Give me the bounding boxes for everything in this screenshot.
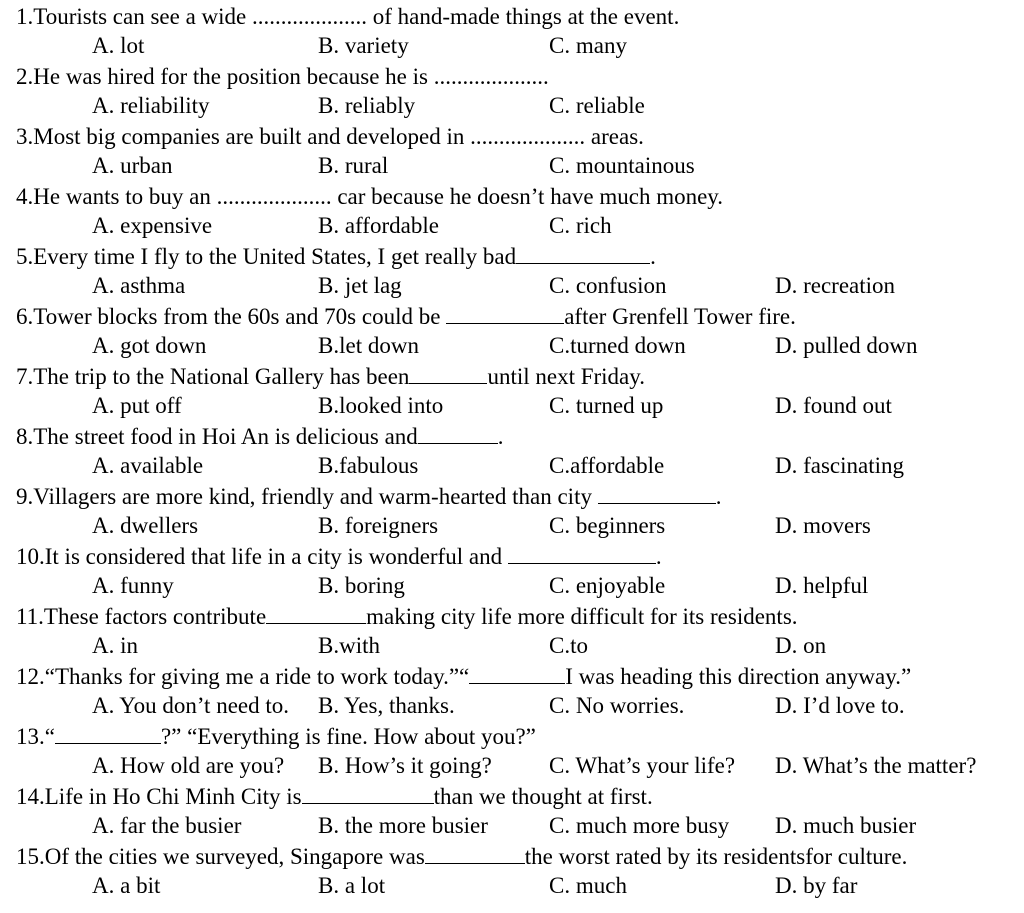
option-d: D. on	[775, 633, 827, 658]
option-a: A. in	[92, 633, 138, 658]
option-c: C. beginners	[549, 513, 666, 538]
question-number: 6.	[16, 304, 34, 329]
question-13	[16, 723, 536, 751]
question-6	[16, 303, 796, 331]
question-text-end: .	[655, 544, 662, 569]
option-b: B. rural	[318, 153, 389, 178]
question-text: “	[44, 724, 55, 749]
options-row	[0, 332, 1024, 360]
option-b: B. a lot	[318, 873, 386, 898]
option-b: B.let down	[318, 333, 419, 358]
option-a: A. How old are you?	[92, 753, 285, 778]
answer-blank	[425, 845, 525, 864]
option-a: A. asthma	[92, 273, 186, 298]
options-row	[0, 392, 1024, 420]
question-text-end: I was heading this direction anyway.”	[565, 664, 912, 689]
question-14	[16, 783, 653, 811]
option-c: C.to	[549, 633, 588, 658]
option-a: A. got down	[92, 333, 207, 358]
question-text: Tourists can see a wide	[33, 4, 252, 29]
answer-blank	[55, 725, 161, 744]
question-text: Every time I fly to the United States, I get really bad	[33, 244, 517, 269]
option-a: A. lot	[92, 33, 145, 58]
question-15	[16, 843, 907, 871]
question-text-end: the worst rated by its residentsfor culture.	[524, 844, 908, 869]
question-number: 9.	[16, 484, 34, 509]
option-d: D. found out	[775, 393, 892, 418]
question-number: 1.	[16, 4, 34, 29]
options-row	[0, 272, 1024, 300]
question-text-end: car because he doesn’t have much money.	[331, 184, 724, 209]
option-d: D. What’s the matter?	[775, 753, 977, 778]
answer-blank	[446, 305, 564, 324]
question-text-end: areas.	[585, 124, 644, 149]
options-row	[0, 692, 1024, 720]
answer-blank	[469, 665, 565, 684]
option-a: A. urban	[92, 153, 173, 178]
question-text-end: ?” “Everything is fine. How about you?”	[160, 724, 536, 749]
option-a: A. dwellers	[92, 513, 199, 538]
question-number: 4.	[16, 184, 34, 209]
options-row	[0, 452, 1024, 480]
option-b: B. Yes, thanks.	[318, 693, 455, 718]
option-a: A. a bit	[92, 873, 161, 898]
options-row	[0, 32, 1024, 60]
question-number: 14.	[16, 784, 45, 809]
question-text: The trip to the National Gallery has been	[33, 364, 410, 389]
question-number: 8.	[16, 424, 34, 449]
option-c: C. What’s your life?	[549, 753, 736, 778]
option-a: A. You don’t need to.	[92, 693, 290, 718]
option-a: A. reliability	[92, 93, 210, 118]
option-c: C. rich	[549, 213, 612, 238]
question-text: These factors contribute	[43, 604, 267, 629]
question-number: 15.	[16, 844, 45, 869]
question-number: 11.	[16, 604, 44, 629]
option-b: B. How’s it going?	[318, 753, 492, 778]
option-b: B. reliably	[318, 93, 416, 118]
question-number: 12.	[16, 664, 45, 689]
options-row	[0, 812, 1024, 840]
answer-blank: ....................	[216, 184, 332, 209]
question-text: Tower blocks from the 60s and 70s could be	[33, 304, 447, 329]
question-text: “Thanks for giving me a ride to work today.”“	[44, 664, 470, 689]
option-d: D. movers	[775, 513, 871, 538]
question-3	[16, 123, 644, 151]
question-number: 3.	[16, 124, 34, 149]
question-12	[16, 663, 911, 691]
option-b: B. boring	[318, 573, 405, 598]
options-row	[0, 752, 1024, 780]
option-c: C. confusion	[549, 273, 667, 298]
answer-blank	[266, 605, 366, 624]
option-a: A. funny	[92, 573, 174, 598]
question-11	[16, 603, 798, 631]
question-8	[16, 423, 504, 451]
option-c: C. much	[549, 873, 627, 898]
option-d: D. helpful	[775, 573, 869, 598]
options-row	[0, 92, 1024, 120]
question-1	[16, 3, 679, 31]
option-b: B. foreigners	[318, 513, 439, 538]
answer-blank: ....................	[252, 4, 367, 29]
question-text: Life in Ho Chi Minh City is	[44, 784, 302, 809]
option-c: C. enjoyable	[549, 573, 666, 598]
answer-blank	[508, 545, 656, 564]
option-c: C.turned down	[549, 333, 686, 358]
answer-blank	[598, 485, 716, 504]
answer-blank: ....................	[433, 64, 549, 89]
option-c: C. No worries.	[549, 693, 685, 718]
option-a: A. far the busier	[92, 813, 242, 838]
option-c: C. much more busy	[549, 813, 730, 838]
options-row	[0, 152, 1024, 180]
option-b: B.with	[318, 633, 380, 658]
options-row	[0, 212, 1024, 240]
option-c: C.affordable	[549, 453, 665, 478]
option-d: D. I’d love to.	[775, 693, 905, 718]
question-5	[16, 243, 656, 271]
question-text: He wants to buy an	[33, 184, 217, 209]
option-b: B. variety	[318, 33, 409, 58]
answer-blank	[516, 245, 650, 264]
question-4	[16, 183, 723, 211]
question-10	[16, 543, 662, 571]
option-d: D. fascinating	[775, 453, 905, 478]
option-c: C. reliable	[549, 93, 645, 118]
question-text-end: of hand-made things at the event.	[367, 4, 680, 29]
option-d: D. by far	[775, 873, 858, 898]
option-d: D. recreation	[775, 273, 896, 298]
option-a: A. available	[92, 453, 204, 478]
question-9	[16, 483, 721, 511]
option-a: A. expensive	[92, 213, 213, 238]
question-text-end: than we thought at first.	[433, 784, 653, 809]
question-text-end: until next Friday.	[487, 364, 646, 389]
option-b: B. jet lag	[318, 273, 402, 298]
option-c: C. many	[549, 33, 627, 58]
question-text: He was hired for the position because he is	[33, 64, 434, 89]
question-text: Most big companies are built and developed in	[33, 124, 471, 149]
answer-blank	[302, 785, 434, 804]
option-d: D. much busier	[775, 813, 917, 838]
option-b: B.fabulous	[318, 453, 419, 478]
answer-blank: ....................	[470, 124, 586, 149]
question-text: It is considered that life in a city is wonderful and	[44, 544, 508, 569]
question-text-end: making city life more difficult for its residents.	[366, 604, 798, 629]
option-a: A. put off	[92, 393, 182, 418]
option-c: C. turned up	[549, 393, 664, 418]
options-row	[0, 512, 1024, 540]
question-text: The street food in Hoi An is delicious and	[33, 424, 418, 449]
question-2	[16, 63, 549, 91]
question-number: 2.	[16, 64, 34, 89]
question-number: 10.	[16, 544, 45, 569]
option-d: D. pulled down	[775, 333, 918, 358]
option-b: B. affordable	[318, 213, 439, 238]
question-number: 13.	[16, 724, 45, 749]
question-number: 7.	[16, 364, 34, 389]
question-text-end: .	[497, 424, 504, 449]
options-row	[0, 632, 1024, 660]
options-row	[0, 872, 1024, 900]
question-text-end: after Grenfell Tower fire.	[564, 304, 796, 329]
options-row	[0, 572, 1024, 600]
question-number: 5.	[16, 244, 34, 269]
answer-blank	[418, 425, 498, 444]
answer-blank	[409, 365, 487, 384]
option-b: B. the more busier	[318, 813, 488, 838]
question-text: Villagers are more kind, friendly and warm-hearted than city	[33, 484, 598, 509]
question-text-end: .	[650, 244, 656, 269]
question-text-end: .	[715, 484, 722, 509]
question-7	[16, 363, 645, 391]
option-c: C. mountainous	[549, 153, 695, 178]
question-text: Of the cities we surveyed, Singapore was	[44, 844, 425, 869]
option-b: B.looked into	[318, 393, 444, 418]
